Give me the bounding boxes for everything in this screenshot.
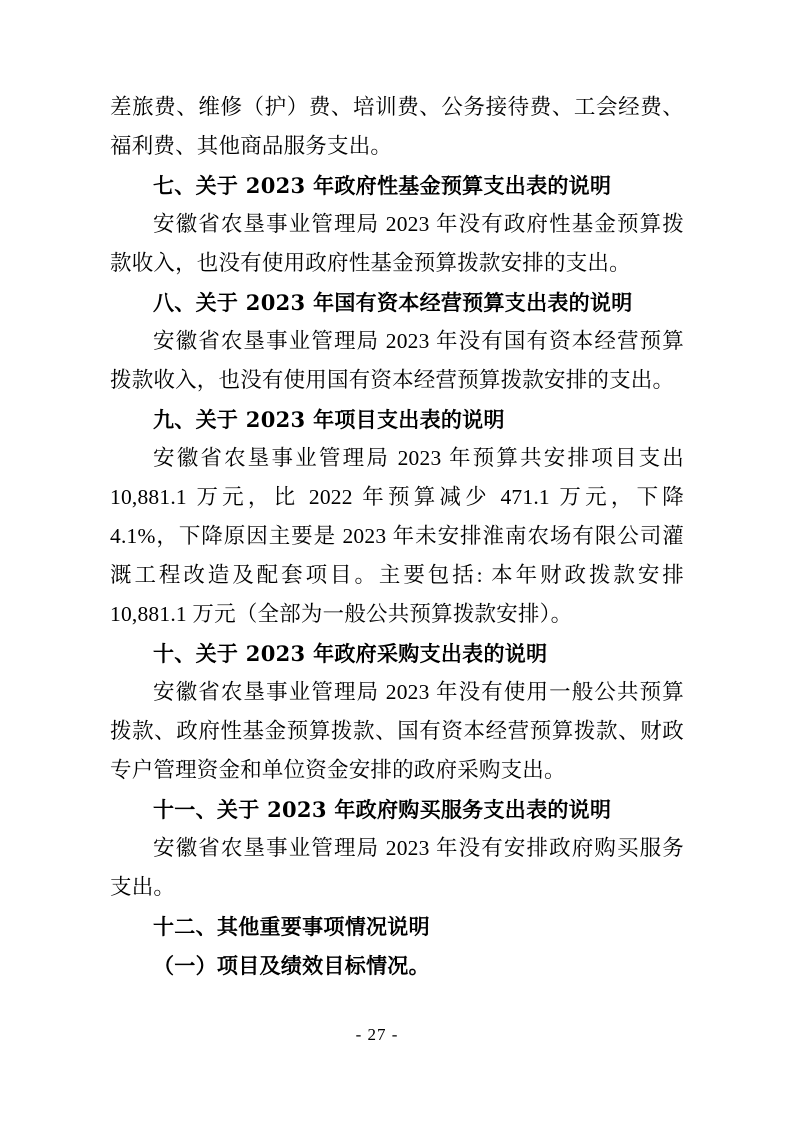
heading-section-eight: 八、关于 2023 年国有资本经营预算支出表的说明 [153, 290, 633, 315]
heading-section-twelve: 十二、其他重要事项情况说明 [153, 914, 430, 939]
document-body [110, 88, 684, 985]
heading-section-ten: 十、关于 2023 年政府采购支出表的说明 [153, 641, 548, 666]
heading-section-seven: 七、关于 2023 年政府性基金预算支出表的说明 [153, 173, 612, 198]
paragraph-continued-expense-list: 差旅费、维修（护）费、培训费、公务接待费、工会经费、福利费、其他商品服务支出。 [110, 95, 684, 158]
paragraph-section-nine-body: 安徽省农垦事业管理局 2023 年预算共安排项目支出 10,881.1 万元，比 2022 年预算减少 471.1 万元，下降 4.1%，下降原因主要是 2023 年未安排淮南农场有限公司灌溉工程改造及配套项目。主要包括: 本年财政拨款安排 10,881.1 万元（全部为一般公共预算拨款安排）。 [110, 446, 684, 626]
subheading-section-twelve-one: （一）项目及绩效目标情况。 [153, 953, 430, 978]
paragraph-section-seven-body: 安徽省农垦事业管理局 2023 年没有政府性基金预算拨款收入，也没有使用政府性基金预算拨款安排的支出。 [110, 212, 684, 275]
page-number: - 27 - [355, 1025, 399, 1044]
heading-section-eleven: 十一、关于 2023 年政府购买服务支出表的说明 [153, 797, 612, 822]
paragraph-section-eight-body: 安徽省农垦事业管理局 2023 年没有国有资本经营预算拨款收入，也没有使用国有资本经营预算拨款安排的支出。 [110, 329, 684, 392]
paragraph-section-eleven-body: 安徽省农垦事业管理局 2023 年没有安排政府购买服务支出。 [110, 836, 684, 899]
paragraph-section-ten-body: 安徽省农垦事业管理局 2023 年没有使用一般公共预算拨款、政府性基金预算拨款、国有资本经营预算拨款、财政专户管理资金和单位资金安排的政府采购支出。 [110, 680, 684, 782]
heading-section-nine: 九、关于 2023 年项目支出表的说明 [153, 407, 505, 432]
